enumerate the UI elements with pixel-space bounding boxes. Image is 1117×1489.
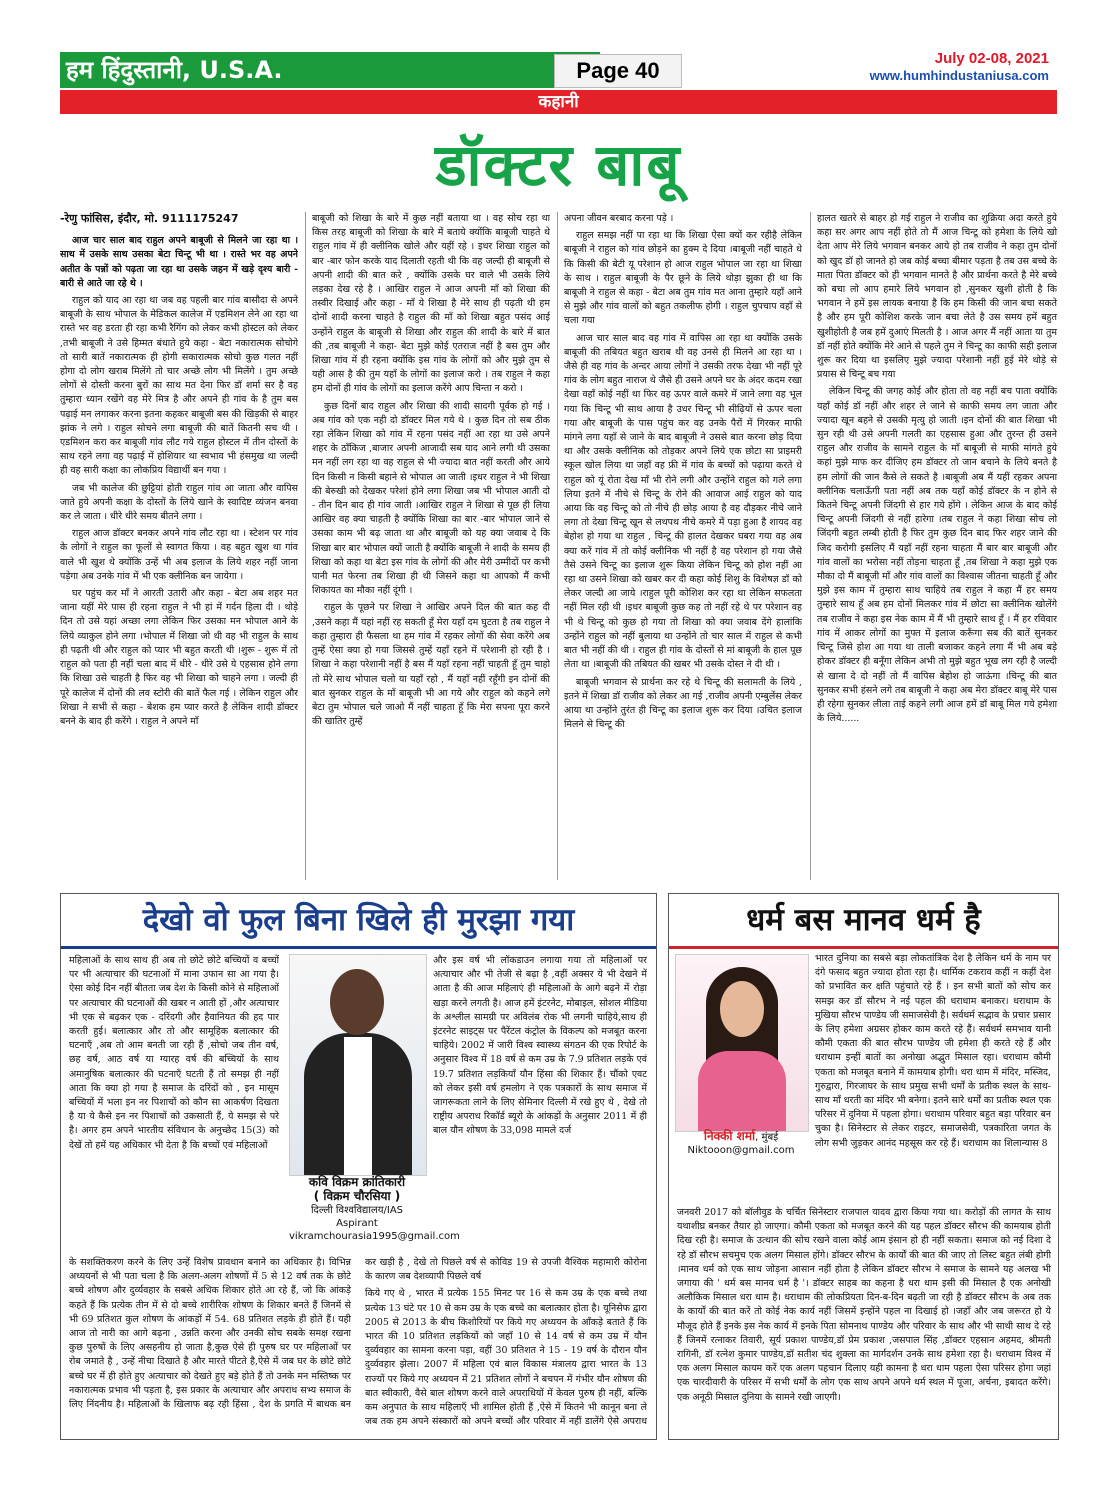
story-paragraph: कुछ दिनों बाद राहुल और शिखा की शादी सादगी पूर्वक हो गई । अब गांव को एक नही दो डॉक्टर मिल गये थे । कुछ दिन तो सब ठीक रहा लेकिन शिखा को गांव में रहना पसंद नहीं आ रहा था उसे अपने शहर के ठाँकिज ,बाजार अपनी आजादी सब याद आने लगी थी उसका मन नहीं लग रहा था वह राहुल से भी ज्यादा बात नहीं करती और आये दिन किसी न किसी बहाने से भोपाल आ जाती ।इधर राहुल ने भी शिखा की बेरुखी को देखकर परेशां होने लगा शिखा जब भी भोपाल आती दो - तीन दिन बाद ही गांव जाती ।आखिर राहुल ने शिखा से पूछ ही लिया आखिर वह क्या चाहती है क्योंकि शिखा का बार -बार भोपाल जाने से उसका काम भी बढ़ जाता था और बाबूजी को यह क्या जवाब दे कि शिखा बार बार भोपाल क्यों जाती है क्योंकि बाबूजी ने शादी के समय ही शिखा को कहा था बेटा इस गांव के लोगों की और मेरी उम्मीदों पर कभी पानी मत फेरना तब शिखा ही थी जिसने कहा था आपको मैं कभी शिकायत का मौका नहीं दूंगी । bbox=[312, 400, 550, 597]
story-paragraph: राहुल को याद आ रहा था जब वह पहली बार गांव बासौदा से अपने बाबूजी के साथ भोपाल के मेडिकल कालेज में एडमिशन लेने आ रहा था रास्ते भर वह डरता ही रहा कभी रैगिंग को लेकर कभी होस्टल को लेकर ,तभी बाबूजी ने उसे हिम्मत बंधाते हुये कहा - बेटा नकारात्मक सोचोगे तो सारी बातें नकारात्मक ही होगी सकारात्मक सोचो कुछ गलत नहीं होगा दो लोग खराब मिलेंगे तो चार अच्छे लोग भी मिलेंगे । तुम अच्छे लोगों से दोस्ती करना बुरों का साथ मत देना फिर डॉ शर्मा सर है वह तुम्हारा ध्यान रखेंगे वह मेरे मित्र है और अपने ही गांव के है तुम बस पढ़ाई मन लगाकर करना इतना कहकर बाबूजी बस की खिड़की से बाहर झांक ने लगे । राहुल सोचने लगा बाबूजी की बातें कितनी सच थी । एडमिशन करा कर बाबूजी गांव लौट गये राहुल होस्टल में तीन दोस्तों के साथ रहने लगा वह पढ़ाई में होशियार था स्वभाव भी हंसमुख था जल्दी ही वह सारी कक्षा का लोकप्रिय विद्यार्थी बन गया । bbox=[60, 295, 298, 477]
story-paragraph: राहुल के पूछने पर शिखा ने आखिर अपने दिल की बात कह दी ,उसने कहा मैं यहां नहीं रह सकती हूँ मेरा यहाँ दम घुटता है तब राहुल ने कहा तुम्हारा ही फैसला था हम गांव में रहकर लोगों की सेवा करेंगे अब तुम्हें ऐसा क्या हो गया जिससे तुम्हें यहाँ रहने में परेशानी हो रही है ।शिखा ने कहा परेशानी नहीं है बस मैं यहाँ रहना नहीं चाहती हूँ तुम चाहो तो मेरे साथ भोपाल चलो या यहाँ रहो , मैं यहाँ नहीं रहूँगी इन दोनों की बात सुनकर राहुल के माँ बाबूजी भी आ गये और राहुल को कहने लगे बेटा तुम भोपाल चले जाओ मैं नहीं चाहता हूँ कि मेरा सपना पूरा करने की खातिर तुम्हें bbox=[312, 602, 550, 728]
article-left-paragraph: किये गए थे , भारत में प्रत्येक 155 मिनट पर 16 से कम उम्र के एक बच्चे तथा प्रत्येक 13 घंटे पर 10 से कम उम्र के एक बच्चे का बलात्कार होता है। यूनिसेफ द्वारा 2005 से 2013 के बीच किशोरियों पर किये गए अध्ययन के आँकड़े बताते हैं कि भारत की 10 प्रतिशत लड़कियों को जहाँ 10 से 14 वर्ष से कम उम्र में यौन दुर्व्यवहार का सामना करना पड़ा, वहीं 30 प्रतिशत ने 15 - 19 वर्ष के दौरान यौन दुर्व्यवहार झेला। 2007 में महिला एवं बाल विकास मंत्रालय द्वारा भारत के 13 राज्यों पर किये गए अध्ययन में 21 प्रतिशत लोगों ने बचपन में गंभीर यौन शोषण की बात स्वीकारी, वैसे बाल शोषण करने वाले अपराधियों में केवल पुरुष ही नहीं, बल्कि कम अनुपात के साथ महिलाएँ भी शामिल होती हैं ,ऐसे में कितने भी कानून बना ले जब तक हम अपने संस्कारों को अपने बच्चों और परिवार में नहीं डालेंगे ऐसे अपराध bbox=[365, 1288, 647, 1428]
story-paragraph: बाबूजी को शिखा के बारे में कुछ नहीं बताया था । वह सोच रहा था किस तरह बाबूजी को शिखा के बारे में बताये क्योंकि बाबूजी चाहते थे राहुल गांव में ही क्लीनिक खोले और यहीं रहे । इधर शिखा राहुल को बार -बार फोन करके याद दिलाती रहती थी कि वह जल्दी ही बाबूजी से अपनी शादी की बात करे , क्योंकि उसके घर वाले भी उसके लिये लड़का देख रहे है । आखिर राहुल ने आज अपनी माँ को शिखा की तस्वीर दिखाई और कहा - माँ ये शिखा है मेरे साथ ही पढ़ती थी हम दोनों शादी करना चाहते है राहुल की माँ को शिखा बहुत पसंद आई उन्होंने राहुल के बाबूजी से शिखा और राहुल की शादी के बारे में बात की ,तब बाबूजी ने कहा- बेटा मुझे कोई एतराज नहीं है बस तुम और शिखा गांव में ही रहना क्योंकि इस गांव के लोगों को और मुझे तुम से यही आस है की तुम यहाँ के लोगों का इलाज करो । तब राहुल ने कहा हम दोनों ही गांव के लोगों का इलाज करेंगे आप चिन्ता न करो । bbox=[312, 213, 550, 395]
story-paragraph: राहुल आज डॉक्टर बनकर अपने गांव लौट रहा था । स्टेशन पर गांव के लोगों ने राहुल का फूलों से स्वागत किया । वह बहुत खुश था गांव वाले भी खुश थे क्योंकि उन्हें भी अब इलाज के लिये शहर नहीं जाना पड़ेगा अब उनके गांव में भी एक क्लीनिक बन जायेगा । bbox=[60, 528, 298, 582]
story-column-1 bbox=[60, 212, 298, 880]
brand-name[interactable]: हम हिंदुस्तानी, U.S.A. bbox=[66, 56, 283, 84]
story-column-2 bbox=[312, 212, 550, 880]
story-title: डॉक्टर बाबू bbox=[435, 131, 682, 199]
story-paragraph: आज चार साल बाद वह गांव में वापिस आ रहा था क्योंकि उसके बाबूजी की तबियत बहुत खराब थी वह उनसे ही मिलने आ रहा था ।जैसे ही वह गांव के अन्दर आया लोगों ने उसकी तरफ देखा भी नहीं पूरे गांव के लोग बहुत नाराज थे जैसे ही उसने अपने घर के अंदर कदम रखा देखा वहाँ कोई नहीं था फिर वह ऊपर वाले कमरे में जाने लगा वह भूल गया कि चिन्टू भी साथ आया है उधर चिन्टू भी सीढ़ियों से ऊपर चला गया और बाबूजी के पास पहुंच कर वह उनके पैरों में गिरकर माफी मांगने लगा यहाँ से जाने के बाद बाबूजी ने उससे बात करना छोड़ दिया था और उसके क्लीनिक को तोड़कर अपने लिये एक छोटा सा प्राइमरी स्कूल खोल लिया था जहाँ वह फ्री में गांव के बच्चों को पढ़ाया करते थे राहुल को यूं रोता देख माँ भी रोने लगी और उन्होंने राहुल को गले लगा लिया इतने में नीचे से चिन्टू के रोने की आवाज आई राहुल को याद आया कि वह चिन्टू को तो नीचे ही छोड़ आया है वह दौड़कर नीचे जाने लगा तो देखा चिन्टू खून से लथपथ नीचे कमरे में पड़ा हुआ है शायद वह बेहोश हो गया था राहुल , चिन्टू की हालत देखकर घबरा गया वह अब क्या करें गांव में तो कोई क्लीनिक भी नहीं है वह परेशान हो गया जैसे तैसे उसने चिन्टू का इलाज शुरू किया लेकिन चिन्टू को होश नहीं आ रहा था उसने शिखा को खबर कर दी कहा कोई शिशु के विशेषज्ञ डॉ को लेकर जल्दी आ जाये ।राहुल पूरी कोशिश कर रहा था लेकिन सफलता नहीं मिल रही थी ।इधर बाबूजी कुछ कह तो नहीं रहे थे पर परेशान वह भी थे चिन्टू को कुछ हो गया तो शिखा को क्या जवाब देंगे हालांकि उन्होंने राहुल को नहीं बुलाया था उन्होंने तो चार साल में राहुल से कभी बात भी नहीं की थी । राहुल ही गांव के दोस्तों से मां बाबूजी के हाल पूछ लेता था ।बाबूजी की तबियत की खबर भी उसके दोस्त ने दी थी । bbox=[564, 332, 802, 671]
column-divider bbox=[305, 212, 306, 880]
story-paragraph: लेकिन चिन्टू की जगह कोई और होता तो वह नहीं बच पाता क्योंकि यहाँ कोई डॉ नहीं और शहर ले जाने से काफी समय लग जाता और ज्यादा खून बहने से उसकी मृत्यु हो जाती ।इन दोनों की बात शिखा भी सुन रही थी उसे अपनी गलती का एहसास हुआ और तुरन्त ही उसने राहुल और राजीव के सामने राहुल के माँ बाबूजी से माफी मांगते हुये कहां मुझे माफ कर दीजिए हम डॉक्टर तो जान बचाने के लिये बनते है हम लोगों की जान कैसे ले सकते है ।बाबूजी अब मैं यहीं रहकर अपना क्लीनिक चलाऊँगी पता नहीं अब तक यहाँ कोई डॉक्टर के न होने से कितने चिन्टू अपनी जिंदगी से हार गये होंगे । लेकिन आज के बाद कोई चिन्टू अपनी जिंदगी से नहीं हारेगा ।तब राहुल ने कहा शिखा सोच लो जिंदगी बहुत लम्बी होती है फिर तुम कुछ दिन बाद फिर शहर जाने की जिद करोगी इसलिए मैं यहाँ नहीं रहना चाहता मैं बार बार बाबूजी और गांव वालों का भरोसा नहीं तोड़ना चाहता हूँ ,तब शिखा ने कहा मुझे एक मौका दो मैं बाबूजी माँ और गांव वालों का विश्वास जीतना चाहती हूँ और मुझे इस काम में तुम्हारा साथ चाहिये तब राहुल ने कहा मैं हर समय तुम्हारे साथ हूँ अब हम दोनों मिलकर गांव में छोटा सा क्लीनिक खोलेंगे तब राजीव ने कहा इस नेक काम में मैं भी तुम्हारे साथ हूँ । मैं हर रविवार गांव में आकर लोगों का मुफ्त में इलाज करूँगा सब की बातें सुनकर चिन्टू जिसे होश आ गया था ताली बजाकर कहने लगा मैं भी अब बड़े होकर डॉक्टर ही बनूँगा लेकिन अभी तो मुझे बहुत भूख लग रही है जल्दी से खाना दे दो नहीं तो मैं वापिस बेहोश हो जाऊंगा ।चिन्टू की बात सुनकर सभी हंसने लगे तब बाबूजी ने कहा अब मेरा डॉक्टर बाबू मेरे पास ही रहेगा सुनकर लीला ताई कहने लगी आज हमें डॉ बाबू मिल गये हमेशा के लिये...... bbox=[817, 386, 1057, 725]
article-right-text-1: भारत दुनिया का सबसे बड़ा लोकतांत्रिक देश है लेकिन धर्म के नाम पर दंगे फसाद बहुत ज्यादा होता रहा है। धार्मिक टकराव कहीं न कहीं देश को प्रभावित कर क्षति पहुंचाते रहे हैं । इन सभी बातों को सोच कर समझ कर डॉ सौरभ ने नई पहल की धराधाम बनाकर। धराधाम के मुखिया सौरभ पाण्डेय जी समाजसेवी है। सर्वधर्म सद्भाव के प्रचार प्रसार के लिए हमेशा अग्रसर होकर काम करते रहे हैं। सर्वधर्म समभाव यानी कौमी एकता की बात सौरभ पाण्डेय जी हमेशा ही करते रहे हैं और धराधाम इन्हीं बातों का अनोखा अद्भुत मिसाल रहा। धराधाम कौमी एकता को मजबूत बनाने में कामयाब होगी। धरा धाम में मंदिर, मस्जिद, गुरुद्वारा, गिरजाघर के साथ प्रमुख सभी धर्मों के प्रतीक स्थल के साथ-साथ माँ धरती का मंदिर भी बनेगा। इतने सारे धर्मों का प्रतीक स्थल एक परिसर में दुनिया में पहला होगा। धराधाम परिवार बहुत बड़ा परिवार बन चुका है। सिनेस्टार से लेकर राइटर, समाजसेवी, पत्रकारिता जगत के लोग सभी जुड़कर आनंद महसूस कर रहे हैं। धराधाम का शिलान्यास 8 bbox=[815, 953, 1051, 1149]
author-email[interactable]: Niktooon@gmail.com bbox=[687, 1145, 795, 1156]
story-byline: -रेणु फांसिस, इंदौर, मो. 9111175247 bbox=[60, 212, 239, 225]
story-paragraph: आज चार साल बाद राहुल अपने बाबूजी से मिलने जा रहा था । साथ में उसके साथ उसका बेटा चिन्टू भी था । रास्ते भर वह अपने अतीत के पन्नों को पढ़ता जा रहा था उसके जहन में खड़े दृश्य बारी - बारी से आते जा रहे थे । bbox=[60, 235, 298, 289]
article-left-bottom bbox=[69, 1256, 647, 1434]
article-left-title-part2: फुल बिना खिले ही मुरझा गया bbox=[239, 902, 575, 938]
photo-figure-shirt bbox=[344, 1037, 372, 1175]
author-city: मुंबई bbox=[761, 1132, 779, 1143]
section-label: कहानी bbox=[60, 90, 1057, 114]
website-link[interactable]: www.humhindustaniusa.com bbox=[869, 68, 1049, 83]
author-name: निक्की शर्मा bbox=[703, 1129, 756, 1143]
author-name: कवि विक्रम क्रांतिकारी bbox=[308, 1175, 406, 1189]
article-left-paragraph: के सशक्तिकरण करने के लिए उन्हें विशेष प्रावधान बनाने का अधिकार है। विभिन्न अध्ययनों से भी पता चला है कि अलग-अलग शोषणों में 5 से 12 वर्ष तक के छोटे बच्चे शोषण और दुर्व्यवहार के सबसे अधिक शिकार होते आ रहे हैं, जो कि आंकड़े कहते हैं कि प्रत्येक तीन में से दो बच्चे शारीरिक शोषण के शिकार बनते हैं जिनमें से भी 69 प्रतिशत कुल शोषण के आंकड़ों में 54. 68 प्रतिशत लड़के ही होते हैं। यही आज तो नारी का आगे बढ़ना , उन्नति करना और उनकी सोच सबके समक्ष रखना कुछ पुरुषों के लिए असहनीय हो जाता है,कुछ ऐसे ही पुरुष घर पर महिलाओं पर रोब जमाते है , उन्हें नीचा दिखाते है और मारते पीटते है,ऐसे में जब घर के छोटे छोटे बच्चे घर में ही होते हुए अत्याचार को देखते हुए बड़े होते हैं तो उनके मन मस्तिष्क पर नकारात्मक प्रभाव भी पड़ता है, इस प्रकार के अत्याचार और अपराध सभ्य समाज के लिए निंदनीय है। महिलाओं के खिलाफ बढ़ रही हिंसा , देश के प्रगति में बाधक बन कर खड़ी है , देखे तो पिछले वर्ष से कोविड 19 से उपजी वैश्विक महामारी कोरोना के कारण जब देशव्यापी पिछले वर्ष bbox=[69, 1257, 647, 1411]
author-photo bbox=[289, 954, 427, 1176]
story-body bbox=[60, 212, 1057, 880]
author-alias: ( विक्रम चौरसिया ) bbox=[313, 1189, 401, 1203]
article-right-box bbox=[668, 893, 1059, 1440]
author-email[interactable]: vikramchourasia1995@gmail.com bbox=[289, 1231, 460, 1242]
story-paragraph: हालत खतरे से बाहर हो गई राहुल ने राजीव का शुक्रिया अदा करते हुये कहा सर अगर आप नहीं होते तो मैं आज चिन्टू को हमेशा के लिये खो देता आप मेरे लिये भगवान बनकर आये हो तब राजीव ने कहा तुम दोनों को खुद डॉ हो जानते हो जब कोई बच्चा बीमार पड़ता है तब उस बच्चे के माता पिता डॉक्टर को ही भगवान मानते है और प्रार्थना करते है मेरे बच्चे को बचा लो आप हमारे लिये भगवान हो ,सुनकर खुशी होती है कि भगवान ने हमें इस लायक बनाया है कि हम किसी की जान बचा सकते है और हम पूरी कोशिश करके जान बचा लेते है उस समय हमें बहुत खुशीहोती है जब हमें दुआएं मिलती है । आज अगर मैं नहीं आता या तुम डॉ नहीं होते क्योंकि मेरे आने से पहले तुम ने चिन्टू का काफी सही इलाज शुरू कर दिया था इसलिए मुझे ज्यादा परेशानी नहीं हुई मेरे थोड़े से प्रयास से चिन्टू बच गया bbox=[817, 213, 1057, 381]
author-caption bbox=[289, 1175, 460, 1243]
story-paragraph: राहुल समझ नहीं पा रहा था कि शिखा ऐसा क्यों कर रहीहै लेकिन बाबूजी ने राहुल को गांव छोड़ने का हुक्म दे दिया ।बाबूजी नहीं चाहते थे कि किसी की बेटी यू परेशान हो आज राहुल भोपाल जा रहा था शिखा के साथ । राहुल बाबूजी के पैर छूने के लिये थोड़ा झुका ही था कि बाबूजी ने राहुल से कहा - बेटा अब तुम गांव मत आना तुम्हारे यहाँ आने से मुझे और गांव वालों को बहुत तकलीफ होगी । राहुल चुपचाप वहाँ से चला गया bbox=[564, 230, 802, 327]
photo-figure-head bbox=[330, 969, 384, 1035]
story-column-4 bbox=[817, 212, 1057, 880]
author-photo bbox=[675, 954, 809, 1132]
story-paragraph: बाबूजी भगवान से प्रार्थना कर रहे थे चिन्टू की सलामती के लिये , इतने में शिखा डॉ राजीव को लेकर आ गई ,राजीव अपनी एम्बुलेंस लेकर आया था उन्होंने तुरंत ही चिन्टू का इलाज शुरू कर दिया ।उचित इलाज मिलने से चिन्टू की bbox=[564, 676, 802, 731]
article-right-title: धर्म बस मानव धर्म है bbox=[669, 894, 1058, 949]
article-left-title bbox=[61, 894, 656, 949]
author-caption: निक्की शर्मा, मुंबई Niktooon@gmail.com bbox=[687, 1129, 795, 1156]
column-divider bbox=[810, 212, 811, 880]
story-paragraph: घर पहुंच कर माँ ने आरती उतारी और कहा - बेटा अब शहर मत जाना यहीं मेरे पास ही रहना राहुल ने भी हां में गर्दन हिला दी । थोड़े दिन तो उसे यहां अच्छा लगा लेकिन फिर उसका मन भोपाल आने के लिये व्याकुल होने लगा ।भोपाल में शिखा जो थी वह भी राहुल के साथ ही पढ़ती थी और राहुल को प्यार भी बहुत करती थी ।शुरू - शुरू में तो राहुल को पता ही नहीं चला बाद में धीरे - धीरे उसे ये एहसास होने लगा कि शिखा उसे चाहती है फिर वह भी शिखा को चाहने लगा । जल्दी ही पूरे कालेज में दोनों की लव स्टोरी की बातें फैल गई । लेकिन राहुल और शिखा ने सभी से कहा - बेशक हम प्यार करते है लेकिन शादी डॉक्टर बनने के बाद ही करेंगे । राहुल ने अपने माँ bbox=[60, 588, 298, 727]
story-paragraph: जब भी कालेज की छुट्टियां होती राहुल गांव आ जाता और वापिस जाते हुये अपनी कक्षा के दोस्तों के लिये खाने के स्वादिष्ट व्यंजन बनवा कर ले जाता । धीरे धीरे समय बीतने लगा । bbox=[60, 482, 298, 523]
article-left-title-part1: देखो वो bbox=[142, 902, 229, 938]
page-number: Page 40 bbox=[554, 54, 682, 88]
article-left-box bbox=[60, 893, 657, 1440]
photo-figure-top bbox=[698, 1051, 786, 1131]
author-info: दिल्ली विश्वविद्यालय/IAS Aspirant bbox=[310, 1205, 404, 1229]
article-left-column-2: और इस वर्ष भी लॉकडाउन लगाया गया तो महिलाओं पर अत्याचार और भी तेजी से बढ़ा है ,वहीं अक्सर ये भी देखने में आता है की आज महिलाएं ही महिलाओं के आगे बढ़ने में रोड़ा खड़ा करने लगती है। आज हमें इंटरनेट, मोबाइल, सोशल मीडिया के अश्लील सामग्री पर अविलंब रोक भी लगनी चाहिये,साथ ही इंटरनेट साइट्स पर पैरेंटल कंट्रोल के विकल्प को मजबूत करना चाहिये। 2002 में जारी विश्व स्वास्थ्य संगठन की एक रिपोर्ट के अनुसार विश्व में 18 वर्ष से कम उम्र के 7.9 प्रतिशत लड़के एवं 19.7 प्रतिशत लड़कियाँ यौन हिंसा की शिकार हैं। चौंको एवट को लेकर इसी वर्ष हमलोग ने एक पत्रकारों के साथ समाज में जागरूकता लाने के लिए सेमिनार दिल्ली में रखे हुए थे , देखे तो राष्ट्रीय अपराध रिकॉर्ड ब्यूरो के आंकड़ों के अनुसार 2011 में ही बाल यौन शोषण के 33,098 मामले दर्ज bbox=[433, 955, 647, 1137]
article-right-text-2: जनवरी 2017 को बॉलीवुड के चर्चित सिनेस्टार राजपाल यादव द्वारा किया गया था। करोड़ों की लागत के साथ यथाशीघ्र बनकर तैयार हो जाएगा। कौमी एकता को मजबूत करने की यह पहल डॉक्टर सौरभ की कामयाब होती दिख रही है। समाज के उत्थान की सोच रखने वाला कोई आम इंसान हो ही नहीं सकता। समाज को नई दिशा दे रहे डॉ सौरभ सचमुच एक अलग मिसाल होंगे। डॉक्टर सौरभ के कार्यों की बात की जाए तो लिस्ट बहुत लंबी होगी ।मानव धर्म को एक साथ जोड़ना आसान नहीं होता है लेकिन डॉक्टर सौरभ ने समाज के सामने यह अलख भी जगाया की ' धर्म बस मानव धर्म है '। डॉक्टर साहब का कहना है धरा धाम इसी की मिसाल है एक अनोखी अलौकिक मिसाल धरा धाम है। धराधाम की लोकप्रियता दिन-ब-दिन बढ़ती जा रही है डॉक्टर सौरभ के अब तक के कार्यों की बात करें तो कोई नेक कार्य नहीं जिसमें इन्होंने पहल ना दिखाई हो ।जहाँ और जब जरूरत हो ये मौजूद होते हैं इनके इस नेक कार्य में इनके पिता सोमनाथ पाण्डेय और परिवार के साथ और भी साथी साथ दे रहे हैं जिनमें रत्नाकर तिवारी, सूर्य प्रकाश पाण्डेय,डॉ प्रेम प्रकाश ,जसपाल सिंह ,डॉक्टर एहसान अहमद, श्रीमती रागिनी, डॉ रत्नेश कुमार पाण्डेय,डॉ सतीश चंद शुक्ला का मार्गदर्शन उनके साथ हमेशा रहा है। धराधाम विश्व में एक अलग मिसाल कायम करें एक अलग पहचान दिलाए यही कामना है धरा धाम पहला ऐसा परिसर होगा जहां एक चारदीवारी के परिसर में सभी धर्मों के लोग एक साथ अपने अपने धर्म स्थल में पूजा, अर्चना, इबादत करेंगे। एक अनूठी मिसाल दुनिया के सामने रखी जाएगी। bbox=[677, 1207, 1051, 1403]
issue-date: July 02-08, 2021 bbox=[934, 50, 1049, 67]
column-divider bbox=[557, 212, 558, 880]
story-column-3 bbox=[564, 212, 802, 880]
masthead bbox=[0, 0, 1117, 199]
article-left-column-1: महिलाओं के साथ साथ ही अब तो छोटे छोटे बच्चियों व बच्चों पर भी अत्याचार की घटनाओं में माना उफान सा आ गया है। ऐसा कोई दिन नहीं बीतता जब देश के किसी कोने से महिलाओं पर अत्याचार की घटनाओं की खबर न आती हों ,और अत्याचार भी एक से बढ़कर एक - दरिंदगी और हैवानियत की हद पार करती हुई। बलात्कार और तो और सामूहिक बलात्कार की घटनाएँ ,अब तो आम बनती जा रही हैं ,सोचो जब तीन वर्ष, छह वर्ष, आठ वर्ष या ग्यारह वर्ष की बच्चियों के साथ अमानुषिक बलात्कार की घटनाएँ घटती हैं तो समझ ही नहीं आता कि क्या हो गया है समाज के दरिंदों को , इन मासूम बच्चियों में भला इन नर पिशाचों को कौन सा आकर्षण दिखता है या ये कैसे इन नर पिशाचों को उकसाती हैं, ये समझ से परे है। अगर हम अपने भारतीय संविधान के अनुच्छेद 15(3) को देखें तो हमें यह अधिकार भी देता है कि बच्चों एवं महिलाओं bbox=[69, 955, 279, 1151]
story-paragraph: अपना जीवन बरबाद करना पड़े । bbox=[564, 213, 674, 224]
photo-figure-face bbox=[720, 981, 764, 1037]
